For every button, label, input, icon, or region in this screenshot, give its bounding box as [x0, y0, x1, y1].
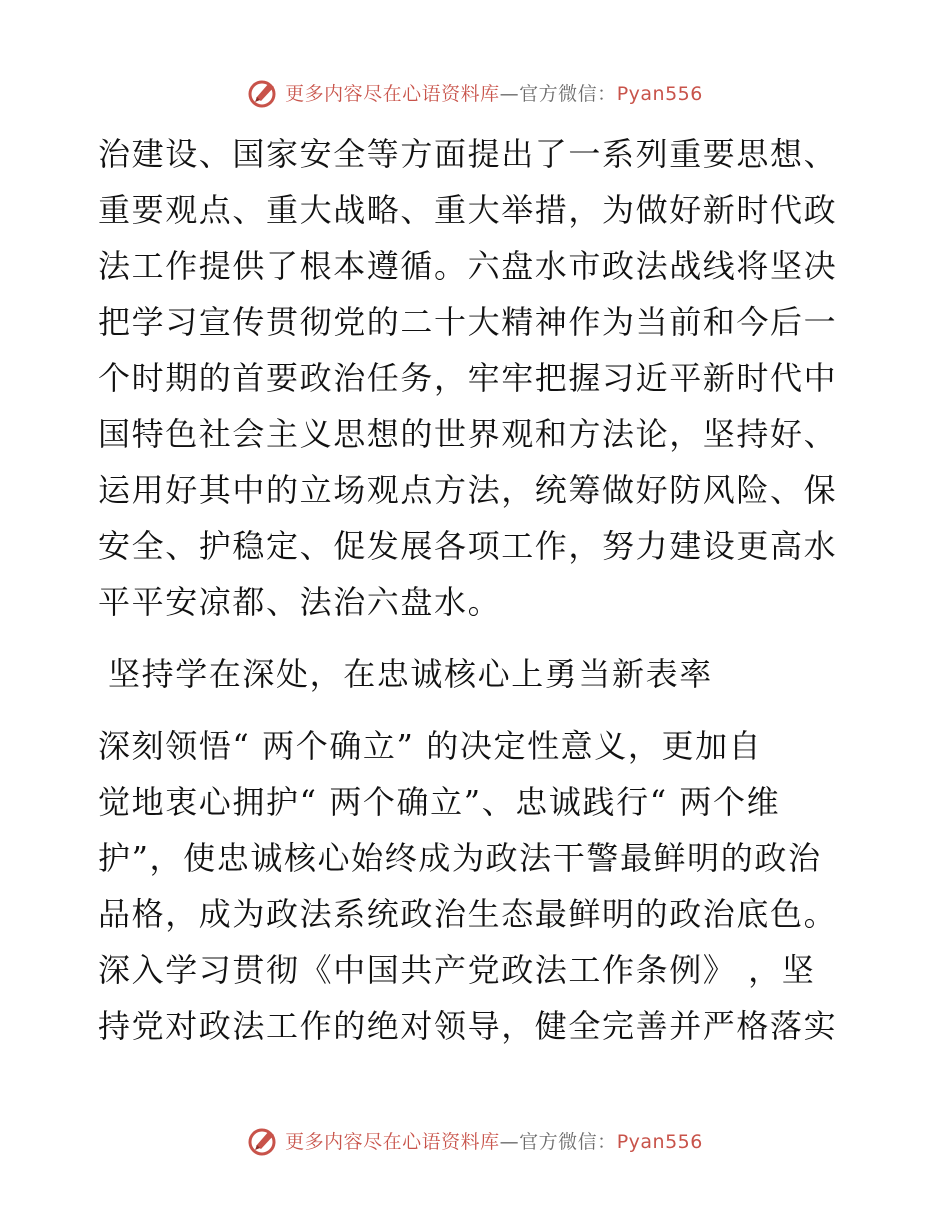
paragraph-gap [98, 702, 858, 718]
text-line: 持党对政法工作的绝对领导，健全完善并严格落实 [98, 1007, 838, 1045]
official-wechat-label: 官方微信： [519, 1130, 617, 1153]
text-line: 重要观点、重大战略、重大举措，为做好新时代政 [98, 191, 838, 229]
wechat-id: Pyan556 [616, 1130, 703, 1153]
text-line: 品格，成为政法系统政治生态最鲜明的政治底色。 [98, 895, 838, 933]
text-line: 深刻领悟“ 两个确立” 的决定性意义，更加自 [98, 727, 763, 765]
text-line: 护”，使忠诚核心始终成为政法干警最鲜明的政治 [98, 839, 822, 877]
paragraph-2 [98, 718, 858, 1054]
text-line: 深入学习贯彻《中国共产党政法工作条例》 ，坚 [98, 951, 816, 989]
text-line: 运用好其中的立场观点方法，统筹做好防风险、保 [98, 471, 838, 509]
promo-text: 更多内容尽在心语资料库 [285, 1130, 500, 1153]
paragraph-1 [98, 126, 858, 630]
text-line: 觉地衷心拥护“ 两个确立”、忠诚践行“ 两个维 [98, 783, 781, 821]
text-line: 平平安凉都、法治六盘水。 [98, 583, 502, 621]
banner-separator: — [499, 82, 520, 105]
text-line: 治建设、国家安全等方面提出了一系列重要思想、 [98, 135, 838, 173]
text-line: 安全、护稳定、促发展各项工作，努力建设更高水 [98, 527, 838, 565]
pen-logo-icon [247, 1123, 281, 1157]
text-line: 国特色社会主义思想的世界观和方法论，坚持好、 [98, 415, 838, 453]
banner-text [285, 1127, 703, 1154]
official-wechat-label: 官方微信： [519, 82, 617, 105]
text-line: 个时期的首要政治任务，牢牢把握习近平新时代中 [98, 359, 838, 397]
banner-separator: — [499, 1130, 520, 1153]
header-banner [0, 70, 950, 114]
text-line: 把学习宣传贯彻党的二十大精神作为当前和今后一 [98, 303, 838, 341]
pen-logo-icon [247, 75, 281, 109]
promo-text: 更多内容尽在心语资料库 [285, 82, 500, 105]
footer-banner [0, 1118, 950, 1162]
wechat-id: Pyan556 [616, 82, 703, 105]
banner-text [285, 79, 703, 106]
text-line: 法工作提供了根本遵循。六盘水市政法战线将坚决 [98, 247, 838, 285]
document-body [98, 126, 858, 1054]
section-heading: 坚持学在深处，在忠诚核心上勇当新表率 [108, 655, 713, 693]
